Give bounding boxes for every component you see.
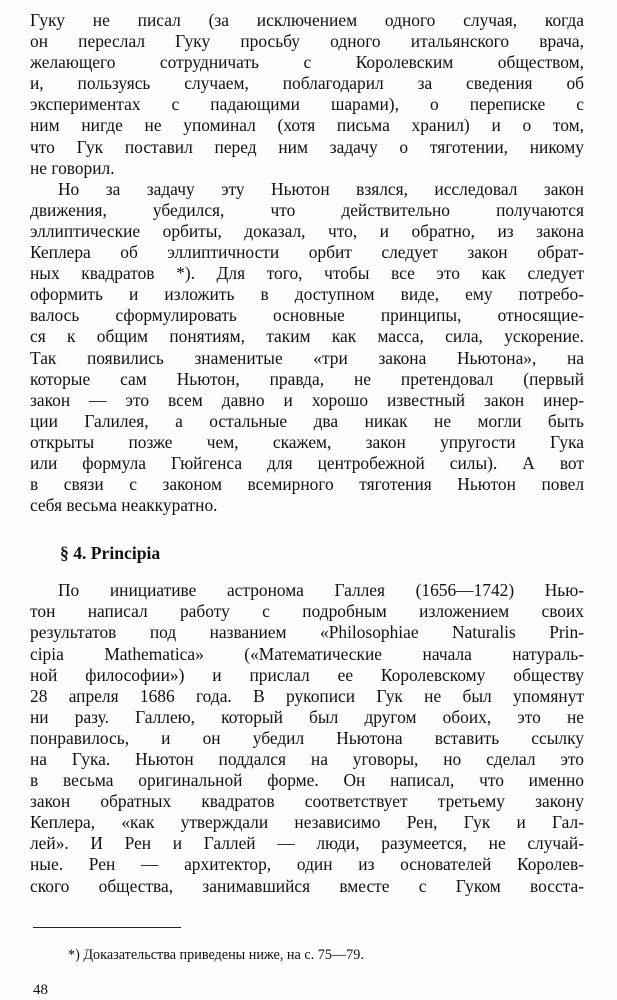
text-line: cipia Mathematica» («Математические начала натураль- (30, 643, 584, 664)
text-line: ной философии») и прислал ее Королевскому обществу (30, 664, 584, 685)
text-line: ни разу. Галлею, который был другом обоих, это не (30, 706, 584, 727)
text-line: лей». И Рен и Галлей — люди, разумеется, не случай- (30, 833, 584, 854)
text-line: он переслал Гуку просьбу одного итальянского врача, (30, 31, 584, 52)
paragraph-1 (30, 10, 584, 179)
text-line: себя весьма неаккуратно. (30, 495, 218, 516)
text-line: ные. Рен — архитектор, один из основателей Королев- (30, 854, 584, 875)
footnote: *) Доказательства приведены ниже, на с. 75—79. (68, 947, 364, 963)
text-line: Гуку не писал (за исключением одного случая, когда (30, 10, 584, 30)
text-line: желающего сотрудничать с Королевским обществом, (30, 52, 584, 73)
text-line: на Гука. Ньютон поддался на уговоры, но сделал это (30, 749, 584, 769)
text-line: и, пользуясь случаем, поблагодарил за сведения об (30, 73, 584, 94)
text-line: ся к общим понятиям, таким как масса, сила, ускорение. (30, 326, 584, 347)
page-number: 48 (33, 982, 48, 998)
text-line: закон — это всем давно и хорошо известный закон инер- (30, 389, 584, 410)
text-line: Кеплера об эллиптичности орбит следует закон обрат- (30, 242, 584, 263)
text-line: экспериментах с падающими шарами), о переписке с (30, 94, 584, 115)
page-body (30, 10, 584, 897)
paragraph-2 (30, 179, 584, 517)
text-line: эллиптические орбиты, доказал, что, и обратно, из закона (30, 220, 584, 241)
text-line: Так появились знаменитые «три закона Ньютона», на (30, 347, 584, 368)
text-line: не говорил. (30, 157, 115, 178)
text-line: По инициативе астронома Галлея (1656—1742) Нью- (58, 580, 584, 601)
text-line: тон написал работу с подробным изложением своих (30, 601, 584, 622)
text-line: в весьма оригинальной форме. Он написал, что именно (30, 770, 584, 791)
text-line: закон обратных квадратов соответствует третьему закону (30, 791, 584, 812)
text-line: ского общества, занимавшийся вместе с Гуком восста- (30, 875, 584, 896)
text-line: Кеплера, «как утверждали независимо Рен, Гук и Гал- (30, 812, 584, 833)
text-line: ции Галилея, а остальные два никак не могли быть (30, 410, 584, 431)
section-heading: § 4. Principia (60, 543, 161, 564)
text-line: 28 апреля 1686 года. В рукописи Гук не был упомянут (30, 685, 584, 706)
text-line: или формула Гюйгенса для центробежной силы). А вот (30, 452, 584, 473)
text-line: которые сам Ньютон, правда, не претендовал (первый (30, 368, 584, 389)
paragraph-3 (30, 580, 584, 896)
text-line: Но за задачу эту Ньютон взялся, исследовал закон (58, 178, 584, 199)
text-line: движения, убедился, что действительно получаются (30, 199, 584, 220)
text-line: что Гук поставил перед ним задачу о тяготении, никому (30, 136, 584, 157)
text-line: валось сформулировать основные принципы, относящие- (30, 305, 584, 326)
text-line: понравилось, и он убедил Ньютона вставить ссылку (30, 727, 584, 748)
text-line: открыты позже чем, скажем, закон упругости Гука (30, 431, 584, 452)
text-line: в связи с законом всемирного тяготения Ньютон повел (30, 474, 584, 495)
text-line: ним нигде не упоминал (хотя письма хранил) и о том, (30, 115, 584, 136)
text-line: ных квадратов *). Для того, чтобы все это как следует (30, 263, 584, 284)
footnote-divider (33, 927, 181, 928)
text-line: результатов под названием «Philosophiae Naturalis Prin- (30, 622, 584, 643)
text-line: оформить и изложить в доступном виде, ему потребо- (30, 284, 584, 305)
